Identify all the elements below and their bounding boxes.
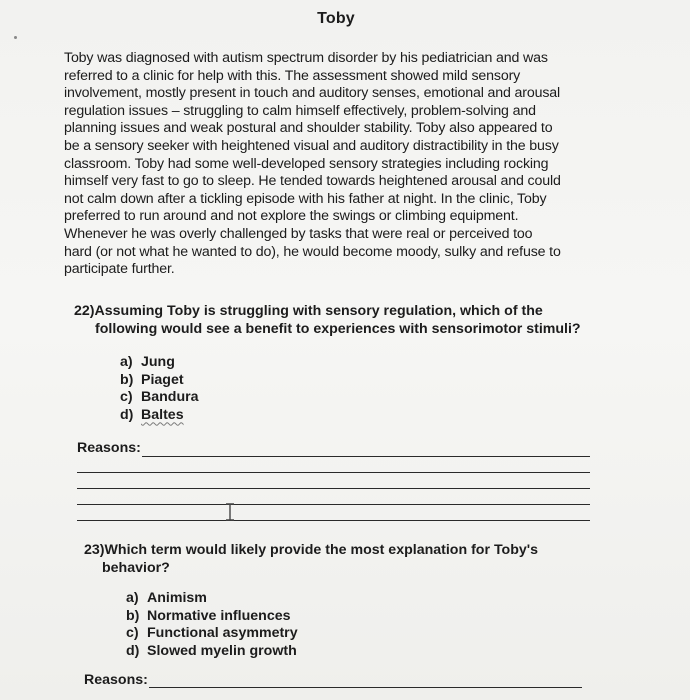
option-letter: b) bbox=[126, 607, 140, 624]
answer-line[interactable] bbox=[77, 520, 590, 521]
answer-option bbox=[126, 643, 298, 661]
option-letter: c) bbox=[120, 389, 133, 405]
narrative-line: regulation issues – struggling to calm himself effectively, problem-solving and bbox=[64, 102, 536, 119]
question-number: 23) bbox=[84, 542, 105, 558]
narrative-line: himself very fast to go to sleep. He tended towards heightened arousal and could bbox=[64, 173, 561, 190]
document-title: Toby bbox=[317, 10, 355, 27]
scan-speck bbox=[14, 36, 17, 39]
answer-option bbox=[120, 354, 199, 372]
reasons-label: Reasons: bbox=[77, 440, 141, 456]
narrative-line: classroom. Toby had some well-developed sensory strategies including rocking bbox=[64, 155, 549, 172]
answer-option bbox=[120, 407, 199, 425]
question-number: 22) bbox=[74, 303, 95, 319]
narrative-line: not calm down after a tickling episode with his father at night. In the clinic, Toby bbox=[64, 190, 547, 207]
answer-option bbox=[126, 590, 298, 608]
answer-option bbox=[126, 608, 298, 626]
question-22 bbox=[74, 303, 581, 338]
option-text: Bandura bbox=[141, 389, 199, 405]
i-beam-cursor-icon bbox=[224, 503, 236, 521]
narrative-line: preferred to run around and not explore the swings or climbing equipment. bbox=[64, 208, 519, 225]
narrative-line: Toby was diagnosed with autism spectrum disorder by his pediatrician and was bbox=[64, 50, 548, 66]
reasons-label: Reasons: bbox=[84, 672, 148, 688]
narrative-line: planning issues and weak postural and shoulder stability. Toby also appeared to bbox=[64, 120, 553, 137]
option-letter: a) bbox=[126, 590, 139, 606]
narrative-line: referred to a clinic for help with this. The assessment showed mild sensory bbox=[64, 67, 521, 84]
option-letter: b) bbox=[120, 371, 134, 388]
narrative-line: hard (or not what he wanted to do), he would become moody, sulky and refuse to bbox=[64, 243, 561, 260]
case-narrative bbox=[64, 50, 612, 279]
answer-options-22 bbox=[120, 354, 199, 424]
option-text: Jung bbox=[141, 354, 175, 370]
question-23 bbox=[84, 542, 538, 577]
option-text: Normative influences bbox=[147, 607, 291, 624]
answer-option bbox=[120, 389, 199, 407]
question-text-line: Assuming Toby is struggling with sensory regulation, which of the bbox=[94, 303, 543, 319]
answer-line[interactable] bbox=[149, 687, 582, 688]
answer-line[interactable] bbox=[142, 456, 590, 457]
answer-options-23 bbox=[126, 590, 298, 660]
option-text: Piaget bbox=[141, 371, 184, 388]
option-letter: c) bbox=[126, 625, 139, 641]
answer-option bbox=[120, 372, 199, 390]
question-text-line: following would see a benefit to experiences with sensorimotor stimuli? bbox=[95, 320, 581, 337]
narrative-line: involvement, mostly present in touch and auditory senses, emotional and arousal bbox=[64, 85, 561, 102]
question-text-line: Which term would likely provide the most explanation for Toby's bbox=[104, 542, 539, 558]
answer-option bbox=[126, 625, 298, 643]
answer-line[interactable] bbox=[77, 472, 590, 473]
question-text-line: behavior? bbox=[102, 559, 170, 576]
option-text: Baltes bbox=[141, 406, 184, 423]
answer-line[interactable] bbox=[77, 488, 590, 489]
narrative-line: be a sensory seeker with heightened visual and auditory distractibility in the busy bbox=[64, 137, 559, 154]
narrative-line: participate further. bbox=[64, 261, 175, 278]
answer-line[interactable] bbox=[77, 504, 590, 505]
option-text: Slowed myelin growth bbox=[147, 642, 297, 659]
option-letter: a) bbox=[120, 354, 133, 370]
option-text: Functional asymmetry bbox=[147, 625, 298, 641]
option-text: Animism bbox=[147, 590, 207, 606]
narrative-line: Whenever he was overly challenged by tasks that were real or perceived too bbox=[64, 225, 533, 242]
option-letter: d) bbox=[120, 406, 134, 423]
option-letter: d) bbox=[126, 642, 140, 659]
